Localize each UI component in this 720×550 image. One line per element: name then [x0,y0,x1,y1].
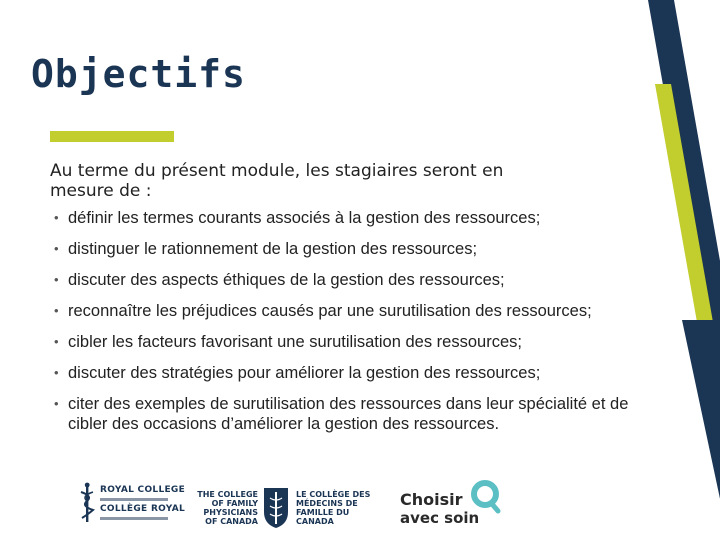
objectives-list [50,208,650,445]
footer-logos [78,478,518,533]
royal-college-label: ROYAL COLLEGE [100,485,186,495]
caduceus-icon [78,482,96,524]
objective-text: citer des exemples de surutilisation des ressources dans leur spécialité et de cibler des occasions d’améliorer la gestion des ressources. [68,395,629,433]
college-royal-subline [100,517,168,520]
choisir-label: Choisir [400,490,463,509]
objective-item [50,332,650,352]
cfpc-logo [196,478,386,533]
avec-soin-label: avec soin [400,509,480,527]
objective-text: cibler les facteurs favorisant une surutilisation des ressources; [68,333,522,351]
objective-item [50,208,650,228]
intro-text: Au terme du présent module, les stagiaires seront en mesure de : [50,161,504,201]
bullet-icon: • [54,272,59,287]
objective-item [50,270,650,290]
bullet-icon: • [54,334,59,349]
cfpc-french-name: LE COLLÈGE DES MÉDECINS DE FAMILLE DU CANADA [296,490,371,526]
bullet-icon: • [54,303,59,318]
objective-item [50,239,650,259]
royal-college-logo [78,478,186,528]
choosing-wisely-logo [400,478,510,533]
bullet-icon: • [54,241,59,256]
royal-college-subline [100,498,168,501]
ring-icon [468,478,502,514]
bullet-icon: • [54,210,59,225]
college-royal-label: COLLÈGE ROYAL [100,504,186,514]
bullet-icon: • [54,396,59,411]
objective-text: discuter des aspects éthiques de la gestion des ressources; [68,271,505,289]
slide-title: Objectifs [31,52,246,96]
objective-item [50,301,650,321]
shield-icon [262,486,290,530]
objective-item [50,394,650,434]
decorative-stripe-navy-bottom [682,320,720,550]
cfpc-english-name: THE COLLEGE OF FAMILY PHYSICIANS OF CANADA [197,490,258,526]
objective-item [50,363,650,383]
objective-text: discuter des stratégies pour améliorer la gestion des ressources; [68,364,541,382]
objective-text: reconnaître les préjudices causés par une surutilisation des ressources; [68,302,592,320]
bullet-icon: • [54,365,59,380]
objective-text: définir les termes courants associés à la gestion des ressources; [68,209,541,227]
title-accent-bar [50,131,174,142]
objective-text: distinguer le rationnement de la gestion des ressources; [68,240,478,258]
